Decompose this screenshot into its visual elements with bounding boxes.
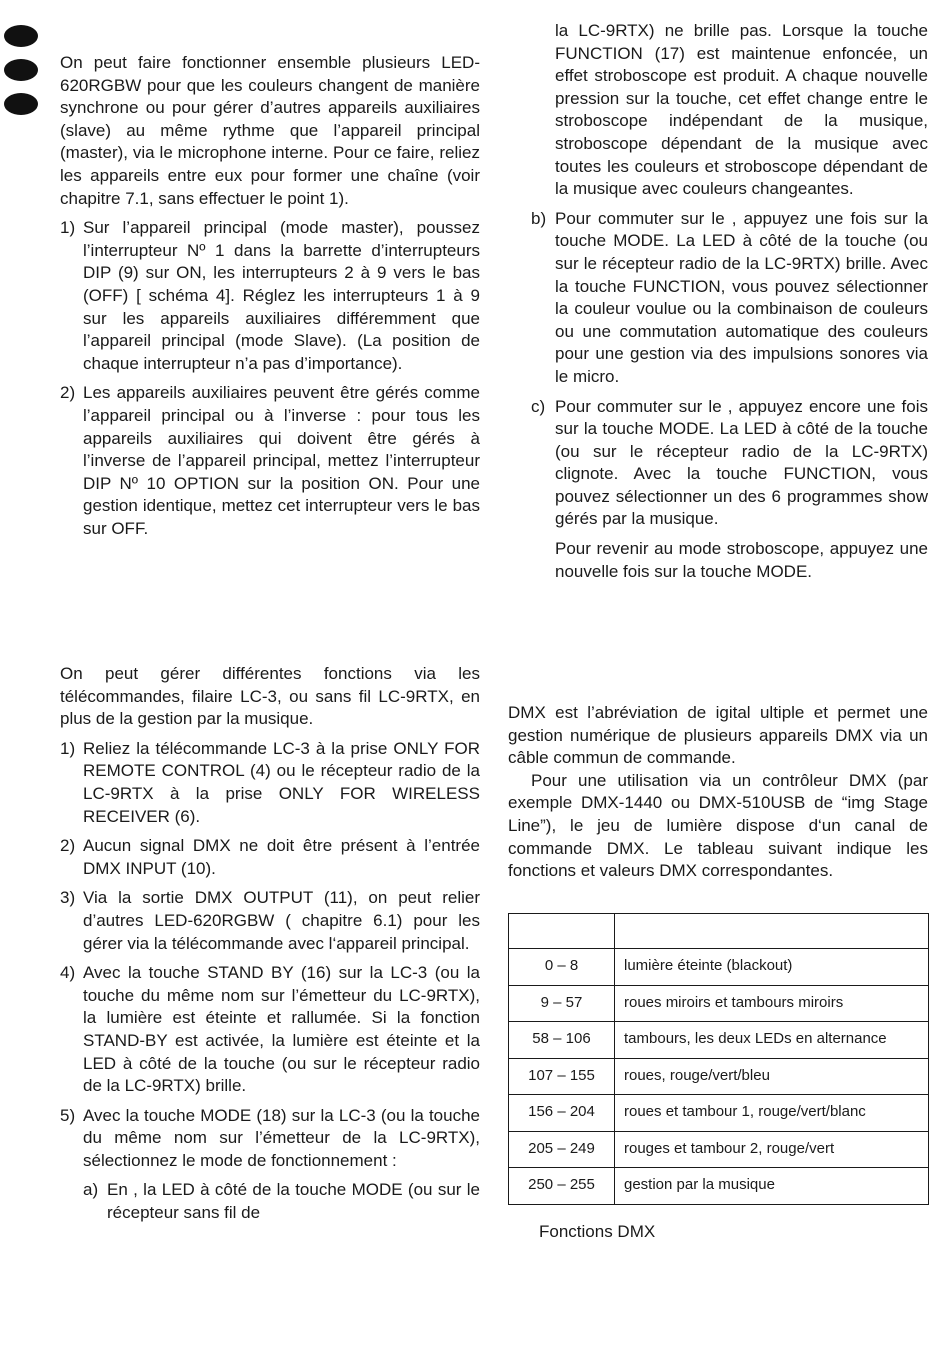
list-item xyxy=(60,1105,480,1225)
sub-item-text: Pour commuter sur le , appuyez encore une fois sur la touche MODE. La LED à côté de la touche (ou sur le récepteur radio de la LC-9RTX) clignote. Avec la touche FUNCTION, vous pouvez sélectionner un des 6 programmes show gérés par la musique. xyxy=(555,396,928,529)
mode-substeps-continued xyxy=(531,20,928,583)
table-row xyxy=(509,949,929,986)
dmx-value-cell: 107 – 155 xyxy=(509,1058,615,1095)
dmx-value-cell: 58 – 106 xyxy=(509,1022,615,1059)
sub-item-a xyxy=(83,1179,480,1224)
item-number: 1) xyxy=(60,738,76,758)
sub-item-text: Pour commuter sur le , appuyez une fois sur la touche MODE. La LED à côté de la touche (ou sur le récepteur radio de la LC-9RTX) brille. Avec la touche FUNCTION, vous pouvez sélectionner la couleur voulue ou la combinaison de couleurs ou une commutation automatique des couleurs pour une gestion via des impulsions sonores via le micro. xyxy=(555,208,928,386)
item-number: 2) xyxy=(60,836,76,856)
dmx-table-block xyxy=(508,913,930,1243)
table-row xyxy=(509,1022,929,1059)
dmx-value-cell: 156 – 204 xyxy=(509,1095,615,1132)
dmx-value-cell: 9 – 57 xyxy=(509,985,615,1022)
sub-item-c-note: Pour revenir au mode stroboscope, appuyez une nouvelle fois sur la touche MODE. xyxy=(555,539,928,581)
item-number: 3) xyxy=(60,888,76,908)
header-cell-function xyxy=(615,914,929,949)
list-item xyxy=(60,962,480,1098)
list-item xyxy=(60,887,480,955)
item-text: Les appareils auxiliaires peuvent être gérés comme l’appareil principal ou à l’inverse : pour tous les appareils auxiliaires qui doivent être gérés à l’inverse de l’appareil principal, mettez l’interrupteur DIP Nº 10 OPTION sur la position ON. Pour une gestion identique, mettez cet interrupteur vers le bas sur OFF. xyxy=(83,383,480,538)
list-item xyxy=(60,382,480,540)
dmx-controller-paragraph: Pour une utilisation via un contrôleur DMX (par exemple DMX-1440 ou DMX-510USB de “img Stage Line”), le jeu de lumière dispose d‘un canal de commande DMX. Le tableau suivant indique les fonctions et valeurs DMX correspondantes. xyxy=(508,770,928,881)
dmx-function-cell: gestion par la musique xyxy=(615,1168,929,1205)
sub-item-c xyxy=(531,396,928,584)
item-text: Avec la touche STAND BY (16) sur la LC-3 (ou la touche du même nom sur l’émetteur du LC-9RTX), la lumière est éteinte et rallumée. Si la fonction STAND-BY est activée, la lumière est éteinte et la LED à côté de la touche (ou sur le récepteur radio de la LC-9RTX) brille. xyxy=(83,963,480,1096)
dmx-function-cell: roues miroirs et tambours miroirs xyxy=(615,985,929,1022)
table-row xyxy=(509,1131,929,1168)
right-column xyxy=(508,20,928,590)
table-row xyxy=(509,1058,929,1095)
sub-item-text: En , la LED à côté de la touche MODE (ou sur le récepteur sans fil de xyxy=(107,1180,480,1223)
table-header-row xyxy=(509,914,929,949)
mode-substeps xyxy=(83,1179,480,1224)
item-number: 2) xyxy=(60,383,76,403)
dmx-function-cell: roues et tambour 1, rouge/vert/blanc xyxy=(615,1095,929,1132)
margin-dot-2 xyxy=(4,59,38,81)
table-row xyxy=(509,985,929,1022)
dmx-function-cell: tambours, les deux LEDs en alternance xyxy=(615,1022,929,1059)
remote-intro-paragraph: On peut gérer différentes fonctions via les télécommandes, filaire LC-3, ou sans fil LC-9RTX, en plus de la gestion par la musique. xyxy=(60,664,480,729)
item-text: Avec la touche MODE (18) sur la LC-3 (ou la touche du même nom sur l’émetteur de la LC-9RTX), sélectionnez le mode de fonctionnement : xyxy=(83,1105,480,1170)
item-number: 4) xyxy=(60,963,76,983)
item-number: 1) xyxy=(60,218,76,238)
item-text: Via la sortie DMX OUTPUT (11), on peut relier d’autres LED-620RGBW ( chapitre 6.1) pour les gérer via la télécommande avec l‘appareil principal. xyxy=(83,888,480,953)
sub-item-letter: b) xyxy=(531,208,547,228)
dmx-value-cell: 205 – 249 xyxy=(509,1131,615,1168)
item-text: Sur l’appareil principal (mode master), poussez l’interrupteur Nº 1 dans la barrette d’interrupteurs DIP (9) sur ON, les interrupteurs 2 à 9 vers le bas (OFF) [ schéma 4]. Réglez les interrupteurs 1 à 9 sur les appareils auxiliaires différemment que l’appareil principal (mode Slave). (La position de chaque interrupteur n’a pas d’importance). xyxy=(83,218,480,373)
dmx-definition-paragraph: DMX est l’abréviation de igital ultiple et permet une gestion numérique de plusieurs appareils DMX via un câble commun de commande. xyxy=(508,703,928,768)
list-item xyxy=(60,738,480,828)
left-column-lower xyxy=(60,663,480,1232)
dmx-function-cell: lumière éteinte (blackout) xyxy=(615,949,929,986)
dmx-function-cell: roues, rouge/vert/bleu xyxy=(615,1058,929,1095)
dmx-functions-table xyxy=(508,913,929,1205)
remote-steps xyxy=(60,738,480,1225)
sub-item-text: la LC-9RTX) ne brille pas. Lorsque la touche FUNCTION (17) est maintenue enfoncée, un effet stroboscope est produit. A chaque nouvelle pression sur la touche, cet effet change entre le stroboscope indépendant de la musique, stroboscope dépendant de la musique avec toutes les couleurs et stroboscope dépendant de la musique avec couleurs changeantes. xyxy=(555,21,928,199)
table-caption: Fonctions DMX xyxy=(539,1221,656,1241)
header-cell-value xyxy=(509,914,615,949)
dmx-value-cell: 250 – 255 xyxy=(509,1168,615,1205)
list-item xyxy=(60,217,480,375)
dmx-section xyxy=(508,702,928,883)
table-row xyxy=(509,1168,929,1205)
margin-dot-3 xyxy=(4,93,38,115)
item-number: 5) xyxy=(60,1105,76,1125)
sub-item-letter: c) xyxy=(531,396,546,416)
table-row xyxy=(509,1095,929,1132)
dmx-function-cell: rouges et tambour 2, rouge/vert xyxy=(615,1131,929,1168)
sub-item-a-continued xyxy=(531,20,928,201)
intro-paragraph: On peut faire fonctionner ensemble plusieurs LED-620RGBW pour que les couleurs changent de manière synchrone ou pour gérer d’autres appareils auxiliaires (slave) au même rythme que l’appareil principal (master), via le microphone interne. Pour ce faire, reliez les appareils entre eux pour former une chaîne (voir chapitre 7.1, sans effectuer le point 1). xyxy=(60,53,480,208)
master-slave-steps xyxy=(60,217,480,540)
left-column xyxy=(60,52,480,547)
sub-item-b xyxy=(531,208,928,389)
dmx-value-cell: 0 – 8 xyxy=(509,949,615,986)
margin-dot-1 xyxy=(4,25,38,47)
item-text: Aucun signal DMX ne doit être présent à l’entrée DMX INPUT (10). xyxy=(83,836,480,878)
sub-item-letter: a) xyxy=(83,1180,99,1200)
list-item xyxy=(60,835,480,880)
item-text: Reliez la télécommande LC-3 à la prise ONLY FOR REMOTE CONTROL (4) ou le récepteur radio de la LC-9RTX à la prise ONLY FOR WIRELESS RECEIVER (6). xyxy=(83,738,480,826)
